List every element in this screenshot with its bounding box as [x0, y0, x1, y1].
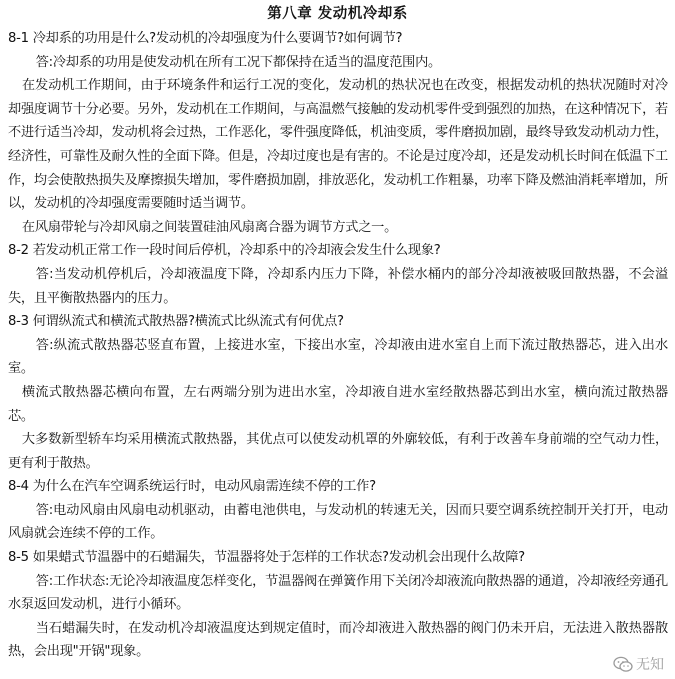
answer-8-5-wax-leak: 当石蜡漏失时，在发动机冷却液温度达到规定值时，而冷却液进入散热器的阀门仍未开启，无法进入散热器散热，会出现"开锅"现象。 — [8, 620, 668, 660]
answer-8-1-detail: 在发动机工作期间，由于环境条件和运行工况的变化，发动机的热状况也在改变，根据发动机的热状况随时对冷却强度调节十分必要。另外，发动机在工作期间，与高温燃气接触的发动机零件受到强烈的加热，在这种情况下，若不进行适当冷却，发动机将会过热，工作恶化，零件强度降低，机油变质，零件磨损加剧，最终导致发动机动力性，经济性，可靠性及耐久性的全面下降。但是，冷却过度也是有害的。不论是过度冷却，还是发动机长时间在低温下工作，均会使散热损失及摩擦损失增加，零件磨损加剧，排放恶化，发动机工作粗暴，功率下降及燃油消耗率增加，所以，发动机的冷却强度需要随时适当调节。 — [8, 78, 668, 212]
chapter-title: 第八章 发动机冷却系 — [267, 6, 408, 22]
answer-8-1: 答:冷却系的功用是使发动机在所有工况下都保持在适当的温度范围内。 — [35, 54, 441, 70]
question-8-2: 8-2 若发动机正常工作一段时间后停机，冷却系中的冷却液会发生什么现象? — [8, 243, 441, 259]
watermark-text: 无知 — [636, 657, 664, 673]
question-8-1: 8-1 冷却系的功用是什么?发动机的冷却强度为什么要调节?如何调节? — [8, 31, 403, 46]
answer-8-4: 答:电动风扇由风扇电动机驱动，由蓄电池供电，与发动机的转速无关，因而只要空调系统控制开关打开，电动风扇就会连续不停的工作。 — [8, 502, 668, 542]
answer-8-5: 答:工作状态:无论冷却液温度怎样变化，节温器阀在弹簧作用下关闭冷却液流向散热器的通道，冷却液经旁通孔水泵返回发动机，进行小循环。 — [8, 573, 668, 613]
answer-8-1-method: 在风扇带轮与冷却风扇之间装置硅油风扇离合器为调节方式之一。 — [21, 219, 398, 235]
wechat-icon — [613, 656, 633, 673]
question-8-4: 8-4 为什么在汽车空调系统运行时，电动风扇需连续不停的工作? — [8, 479, 376, 495]
answer-8-3-crossflow: 横流式散热器芯横向布置，左右两端分别为进出水室，冷却液自进水室经散热器芯到出水室，横向流过散热器芯。 — [8, 384, 668, 424]
watermark — [610, 653, 667, 675]
question-8-3: 8-3 何谓纵流式和横流式散热器?横流式比纵流式有何优点? — [8, 314, 344, 330]
document-body — [8, 27, 668, 664]
answer-8-2: 答:当发动机停机后，冷却液温度下降，冷却系内压力下降，补偿水桶内的部分冷却液被吸回散热器，不会溢失，且平衡散热器内的压力。 — [8, 266, 668, 306]
answer-8-3: 答:纵流式散热器芯竖直布置，上接进水室，下接出水室，冷却液由进水室自上而下流过散热器芯，进入出水室。 — [8, 337, 668, 377]
question-8-5: 8-5 如果蜡式节温器中的石蜡漏失，节温器将处于怎样的工作状态?发动机会出现什么故障? — [8, 550, 525, 566]
answer-8-3-advantage: 大多数新型轿车均采用横流式散热器，其优点可以使发动机罩的外廓较低，有利于改善车身前端的空气动力性，更有利于散热。 — [8, 432, 668, 471]
